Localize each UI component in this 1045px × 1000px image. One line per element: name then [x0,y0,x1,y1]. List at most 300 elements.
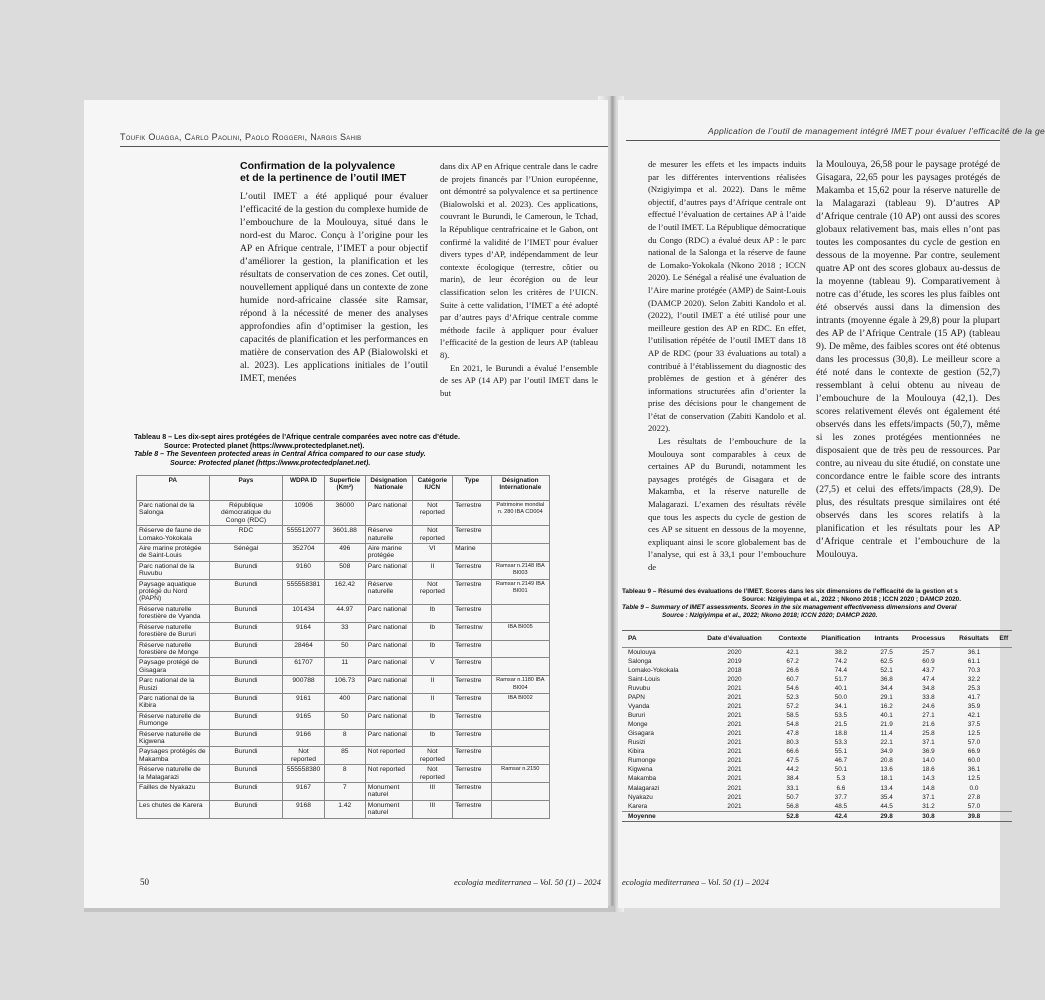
table-row [137,579,550,604]
table-cell: Burundi [209,747,283,765]
table-cell: République démocratique du Congo (RDC) [209,501,283,526]
table-cell: 2021 [727,685,742,692]
table-cell: Kibira [628,748,645,756]
table-cell: Parc national de la Salonga [137,501,210,526]
table-cell: IBA BI005 [491,622,549,640]
right-column-2 [816,158,1000,561]
table-cell: Burundi [209,579,283,604]
table-cell: 70.3 [967,666,981,674]
table-cell: Réserve naturelle forestière de Vyanda [137,604,210,622]
column-header: Catégorie IUCN [412,476,453,501]
table-cell: Marine [453,544,492,562]
table-cell: Parc national [365,561,412,579]
left-column-1 [240,190,428,385]
paragraph: la Moulouya, 26,58 pour le paysage protégé de Gisagara, 22,65 pour les paysages protégés de Makamba et 15,62 pour la réserve naturelle de la Malagarazi (tableau 9). D’autres AP d’Afrique centrale (10 AP) ont aussi des scores globaux relativement bas, mais elles n’ont pas toutes les composantes du cycle de gestion en dessous de la moyenne. Par contre, seulement quatre AP ont des scores globaux au-dessus de la moyenne (tableau 9). Comparativement à notre cas d’étude, les scores les plus faibles ont été observés aussi dans la dimension des intrants (moyenne égale à 29,8) pour la plupart des AP de l’Afrique Centrale (15 AP) (tableau 9). De même, des faibles scores ont été obtenus dans les processus (30,8). Le meilleur score a été noté dans le contexte de gestion (52,7) ressemblant à celui obtenu au niveau de l’embouchure de la Moulouya (42,1). Des scores relativement élevés ont également été observés dans les effets/impacts (50,7), même si les zones protégées mentionnées ne disposaient que de très peu de ressources. Par contre, au niveau du site étudié, on constate une concordance entre le faible score des intrants (27,5) et celui des effets/impacts (28,9). De plus, des résultats presque similaires ont été observés dans les scores relatifs à la planification et les résultats pour les AP d’Afrique centrale et l’embouchure de la Moulouya. [816,159,1000,560]
table-cell: 2021 [727,703,742,711]
table-cell: 58.5 [786,712,799,720]
column-header: Eff [996,631,1012,648]
table-cell: Parc national [365,711,412,729]
table-row [622,666,1012,675]
table-cell: Rusizi [628,739,646,747]
table-cell: 18.8 [834,730,848,738]
table-cell: 36.9 [922,748,935,756]
table8 [136,475,550,819]
table-cell: 57.2 [786,703,799,711]
left-page [84,100,608,908]
table-cell: Burundi [209,676,283,694]
table-cell: 2020 [727,675,742,683]
header-rule [626,140,1000,141]
table-cell [491,526,549,544]
table-cell: Makamba [628,775,657,783]
table-cell [996,738,1012,747]
table-cell: 31.2 [922,802,935,810]
paragraph: dans dix AP en Afrique centrale dans le cadre de projets financés par l’Union européenne, ont démontré sa polyvalence et sa pertinence (Bialowolski et al. 2023). Ces applications, couvrant le Burundi, le Cameroun, le Tchad, la République centrafricaine et le Gabon, ont confirmé la validité de l’IMET pour évaluer divers types d’AP, indépendamment de leur contexte écologique (terrestre, côtier ou marin), de leur écorégion ou de leur classification selon les critères de l’UICN. Suite à cette validation, l’IMET a été adopté par d’autres pays d’Afrique centrale comme méthode facile à appliquer pour évaluer l’efficacité de la gestion de leurs AP (tableau 8). [440,161,598,360]
table-cell: 1.42 [324,800,365,818]
table-cell [491,658,549,676]
table-cell: Parc national [365,501,412,526]
table-row [137,711,550,729]
table-cell: 61707 [283,658,325,676]
table-row [622,766,1012,775]
table-cell: Monument naturel [365,800,412,818]
column-header: Pays [209,476,283,501]
table-row [137,501,550,526]
table-cell: 36.1 [967,766,981,774]
table-cell: 12.5 [967,775,981,783]
caption-en: Table 9 – Summary of IMET assessments. Scores in the six management effectiveness dimensions and Overal [622,604,957,611]
table-cell: 38.2 [834,648,848,656]
paragraph: L’outil IMET a été appliqué pour évaluer l’efficacité de la gestion du complexe humide de l’embouchure de la Moulouya, situé dans le nord-est du Maroc. Conçu à l’origine pour les AP en Afrique centrale, l’IMET a pour objectif d’améliorer la gestion, la planification et les résultats de conservation de ces zones. Cet outil, nouvellement appliqué dans un contexte de zone humide nord-africaine classée site Ramsar, répond à la nécessité de mener des analyses approfondies afin d’optimiser la gestion, les capacités de planification et les performances en matière de conservation des AP (Bialowolski et al. 2023). Les applications initiales de l’outil IMET, menées [240,191,428,384]
table-cell: 9165 [283,711,325,729]
right-page [618,100,1045,908]
column-header: Date d’évaluation [697,631,772,648]
table-cell: Saint-Louis [628,675,660,683]
table-cell [491,544,549,562]
table-cell [996,811,1012,821]
table-average-row [622,811,1012,821]
table-cell: Parc national [365,658,412,676]
table-cell: Lomako-Yokokala [628,666,679,674]
table-cell: 33.1 [786,784,799,792]
table-cell: Parc national de la Ruvubu [137,561,210,579]
column-header: Type [453,476,492,501]
table-cell: 22.1 [880,739,893,747]
table-row [137,676,550,694]
table-cell: Ramsar n.2150 [491,765,549,783]
page-number: 50 [140,877,149,887]
table-cell: Monge [628,721,648,729]
header-rule [120,146,608,147]
table-cell: 162.42 [324,579,365,604]
table-cell: 21.9 [880,721,893,729]
table-cell: 555558380 [283,765,325,783]
table-cell: Terrestre [453,501,492,526]
table-row [622,648,1012,658]
table-cell: 3601.88 [324,526,365,544]
table-cell [996,757,1012,766]
table8-header-row [137,476,550,501]
table-cell: Terrestre [453,658,492,676]
table-cell: Parc national [365,622,412,640]
table-cell: Bururi [628,712,646,720]
table-cell: Moyenne [622,811,697,821]
table-cell: Terrestrw [453,622,492,640]
table-cell: Burundi [209,622,283,640]
table-cell: Ib [412,622,453,640]
table-cell: Terrestre [453,765,492,783]
table-cell: 2021 [727,739,742,747]
table-cell: Monument naturel [365,783,412,801]
table-cell: 60.9 [922,657,935,665]
table-cell [491,747,549,765]
table-row [622,702,1012,711]
table-cell: 52.8 [772,811,813,821]
table-cell: 47.5 [786,757,799,765]
table-row [137,561,550,579]
table-cell: 9164 [283,622,325,640]
table-cell: 50.0 [834,694,848,702]
table-cell: Réserve naturelle forestière de Monge [137,640,210,658]
table9 [622,630,1012,822]
table-cell: Réserve naturelle forestière de Bururi [137,622,210,640]
table-cell: 555512077 [283,526,325,544]
table-row [622,684,1012,693]
table-cell: Ruvubu [628,685,651,692]
table-cell: 74.2 [834,657,848,665]
table-cell: 47.4 [922,675,935,683]
table-cell: Karera [628,802,648,810]
table-row [137,526,550,544]
table-cell: Terrestre [453,693,492,711]
table-cell: 2021 [727,712,742,720]
column-header: Désignation Nationale [365,476,412,501]
table-row [622,784,1012,793]
table-cell: Burundi [209,711,283,729]
table-cell: 34.4 [880,685,893,692]
table-cell: 50.1 [834,766,848,774]
table-cell: Terrestre [453,561,492,579]
table-cell: 50.7 [786,793,799,801]
table-cell [996,702,1012,711]
table-cell: Terrestre [453,676,492,694]
table-cell: Réserve naturelle [365,579,412,604]
table-cell: III [412,800,453,818]
table-row [137,604,550,622]
table-cell: 25.8 [922,730,935,738]
table-cell [996,711,1012,720]
table-cell: 40.1 [880,712,893,720]
table-cell: 30.8 [905,811,953,821]
table-cell: Aire marine protégée de Saint-Louis [137,544,210,562]
running-head-title: Application de l’outil de management intégré IMET pour évaluer l’efficacité de la ge [708,126,1045,136]
left-column-2 [440,160,598,399]
table8-body [137,501,550,819]
table-cell: 61.1 [967,657,981,665]
table-cell: 42.1 [967,712,981,720]
table-cell: Parc national de la Rusizi [137,676,210,694]
column-header: WDPA ID [283,476,325,501]
table-cell: II [412,693,453,711]
table-cell: 24.6 [922,703,935,711]
table-cell: 25.3 [967,685,981,692]
table-cell: 33.8 [922,694,935,702]
table-row [137,658,550,676]
table-cell: 16.2 [880,703,893,711]
table-cell [491,783,549,801]
table-cell: 54.6 [786,685,799,692]
table-cell [996,802,1012,812]
table-cell: Kigwena [628,766,653,774]
table-cell: Parc national [365,640,412,658]
table-cell: 54.8 [786,721,799,729]
table-cell [491,711,549,729]
table-cell: 50 [324,711,365,729]
heading-line-1: Confirmation de la polyvalence [240,160,396,172]
table-cell [996,684,1012,693]
table-cell: 18.1 [880,775,893,783]
table-cell: 29.1 [880,694,893,702]
table-cell: 9168 [283,800,325,818]
table-cell [697,811,772,821]
table8-caption [134,433,460,467]
table-cell: 32.2 [967,675,981,683]
table-cell: 50 [324,640,365,658]
column-header: PA [137,476,210,501]
table-cell: 13.6 [880,766,893,774]
table-cell: 508 [324,561,365,579]
table-cell: 2021 [727,775,742,783]
journal-footer: ecologia mediterranea – Vol. 50 (1) – 2024 [454,877,601,887]
table-cell: Not reported [412,579,453,604]
table-cell: 33 [324,622,365,640]
table-cell: 42.1 [786,648,799,656]
paragraph: En 2021, le Burundi a évalué l’ensemble de ses AP (14 AP) par l’outil IMET dans le but [440,362,598,398]
table-cell: 37.1 [922,739,935,747]
table-cell: Ib [412,711,453,729]
table-cell: Parc national [365,729,412,747]
table-cell: Parc national de la Kibira [137,693,210,711]
table-cell: 36000 [324,501,365,526]
table-cell: Burundi [209,800,283,818]
table-cell: RDC [209,526,283,544]
table-cell: Not reported [283,747,325,765]
table-cell: 21.6 [922,721,935,729]
table-cell: 41.7 [967,694,981,702]
table-cell: 2021 [727,784,742,792]
table-cell: 85 [324,747,365,765]
table-cell: 2020 [727,648,742,656]
table-cell: Ib [412,604,453,622]
table-cell: 555558381 [283,579,325,604]
table-cell: 14.0 [922,757,935,765]
table-cell: 2021 [727,748,742,756]
table-cell [491,604,549,622]
table-cell: Ramsar n.1180 IBA BI004 [491,676,549,694]
table-cell: 13.4 [880,784,893,792]
table-row [622,793,1012,802]
table-cell: Paysage aquatique protégé du Nord (PAPN) [137,579,210,604]
table-cell: 35.4 [880,793,893,801]
table-cell: 900788 [283,676,325,694]
table-cell: Burundi [209,604,283,622]
table-cell: II [412,676,453,694]
table-row [622,802,1012,812]
table-cell: 56.8 [786,802,799,810]
table-cell: Burundi [209,783,283,801]
table-cell: 48.5 [834,802,848,810]
table-cell: Ramsar n.2149 IBA BI001 [491,579,549,604]
table-cell: 34.1 [834,703,848,711]
table-cell: 52.1 [880,666,893,674]
table-cell: 62.5 [880,657,893,665]
table-cell: 34.9 [880,748,893,756]
table-cell: 57.0 [967,802,981,810]
table-cell: Gisagara [628,730,654,738]
table-cell: 14.3 [922,775,935,783]
table-cell: 9160 [283,561,325,579]
caption-fr: Tableau 9 – Résumé des évaluations de l’IMET. Scores dans les six dimensions de l’efficacité de la gestion et s [622,588,958,595]
table-cell: Paysage protégé de Gisagara [137,658,210,676]
table-cell: 9166 [283,729,325,747]
table-cell: 34.8 [922,685,935,692]
table-cell: 9167 [283,783,325,801]
table-cell: Not reported [412,501,453,526]
table-cell: 39.8 [952,811,995,821]
table-cell: 42.4 [813,811,868,821]
table-cell: 21.5 [834,721,848,729]
table-cell: 27.1 [922,712,935,720]
table-cell: Réserve naturelle de la Malagarazi [137,765,210,783]
table-cell: Burundi [209,765,283,783]
table-cell: 29.8 [869,811,905,821]
table-cell [996,729,1012,738]
table-cell: 57.0 [967,739,981,747]
table-cell: 2021 [727,721,742,729]
table-cell: 2021 [727,802,742,810]
table-cell: Salonga [628,657,652,665]
table-row [622,693,1012,702]
table-cell [996,693,1012,702]
paragraph: de mesurer les effets et les impacts induits par les différentes interventions réalisées (Nzigiyimpa et al. 2022). Dans le même objectif, d’autres pays d’Afrique centrale ont effectué l’évaluation de certaines AP à l’aide de l’outil IMET. La République démocratique du Congo (RDC) a évalué deux AP : le parc national de la Salonga et la réserve de faune de Lomako-Yokokala (Nkono 2018 ; ICCN 2020). Le Sénégal a réalisé une évaluation de l’Aire marine protégée (AMP) de Saint-Louis (DAMCP 2020). Selon Zabiti Kandolo et al. (2022), l’outil IMET a été utilisé pour une meilleure gestion des AP en RDC. En effet, l’utilisation répétée de l’outil IMET dans 18 AP de RDC (pour 33 évaluations au total) a contribué à l’établissement du diagnostic des problèmes de gestion et à générer des informations structurées afin d’orienter la prise des décisions pour le changement de l’état de conservation (Zabiti Kandolo et al. 2022). [648,159,806,434]
table-row [137,693,550,711]
table-cell: 44.97 [324,604,365,622]
caption-en: Table 8 – The Seventeen protected areas in Central Africa compared to our case study. [134,450,426,458]
table-cell: 10906 [283,501,325,526]
table-cell: 46.7 [834,757,848,765]
table-cell: 18.6 [922,766,935,774]
table-cell: Moulouya [628,648,656,656]
caption-fr: Tableau 8 – Les dix-sept aires protégées de l’Afrique centrale comparées avec notre cas d’étude. [134,433,460,441]
table-row [137,729,550,747]
table-cell [491,729,549,747]
table-cell: Terrestre [453,526,492,544]
journal-footer: ecologia mediterranea – Vol. 50 (1) – 2024 [622,877,769,887]
table-cell: Terrestre [453,729,492,747]
table-cell [996,793,1012,802]
table-cell: 11.4 [880,730,893,738]
table-cell: 14.8 [922,784,935,792]
table-cell: 37.7 [834,793,848,801]
table-cell [996,657,1012,666]
table-cell: 101434 [283,604,325,622]
table-row [622,748,1012,757]
table-cell: 43.7 [922,666,935,674]
table9-body [622,648,1012,822]
table-cell: 35.9 [967,703,981,711]
table-cell [996,784,1012,793]
table-cell: V [412,658,453,676]
table-cell: PAPN [628,694,645,702]
table-cell: 2021 [727,766,742,774]
table-cell: 25.7 [922,648,935,656]
table-cell: 27.8 [967,793,981,801]
table-cell: 20.8 [880,757,893,765]
table-cell: 60.7 [786,675,799,683]
table-cell: 38.4 [786,775,799,783]
table-cell: Burundi [209,729,283,747]
table-cell: Not reported [412,765,453,783]
table-cell: 2021 [727,730,742,738]
table-row [622,775,1012,784]
table-row [137,544,550,562]
table-cell: Ramsar n.2148 IBA BI003 [491,561,549,579]
section-heading [240,160,406,184]
table-cell [491,800,549,818]
table-row [622,675,1012,684]
column-header: Désignation Internationale [491,476,549,501]
table-cell: 12.5 [967,730,981,738]
table-cell: Parc national [365,693,412,711]
table-cell: Les chutes de Karera [137,800,210,818]
column-header: Résultats [952,631,995,648]
table-cell: Terrestre [453,800,492,818]
table-cell: 7 [324,783,365,801]
table-cell: Parc national [365,676,412,694]
table9-caption [622,588,961,620]
table-cell: 8 [324,729,365,747]
table-cell: Réserve naturelle de Rumonge [137,711,210,729]
table-cell: Réserve de faune de Lomako-Yokokala [137,526,210,544]
table-cell: Nyakazu [628,793,653,801]
table-cell: VI [412,544,453,562]
table-cell: Réserve naturelle [365,526,412,544]
table-cell: 66.9 [967,748,981,756]
table-cell: 44.2 [786,766,799,774]
table-cell: Patrimoine mondial n. 280 IBA CD004 [491,501,549,526]
table-cell: Paysages protégés de Makamba [137,747,210,765]
table-cell [996,775,1012,784]
table-cell: 37.1 [922,793,935,801]
table-cell: 53.5 [834,712,848,720]
table-cell: Not reported [365,765,412,783]
table-cell: Failles de Nyakazu [137,783,210,801]
table-row [137,765,550,783]
table-cell: Terrestre [453,711,492,729]
table-cell: 9161 [283,693,325,711]
table-cell: Malagarazi [628,784,660,792]
caption-source-fr: Source: Protected planet (https://www.protectedplanet.net). [164,441,365,450]
table-cell: 0.0 [969,784,979,792]
table-cell: Ib [412,640,453,658]
column-header: PA [622,631,697,648]
table-cell: 2019 [727,657,742,665]
table-cell: 106.73 [324,676,365,694]
table-cell: 6.6 [836,784,846,792]
table-cell: Burundi [209,561,283,579]
table-cell: 67.2 [786,657,799,665]
running-head-authors: Toufik Ouagga, Carlo Paolini, Paolo Roggeri, Nargis Sahib [120,132,362,142]
